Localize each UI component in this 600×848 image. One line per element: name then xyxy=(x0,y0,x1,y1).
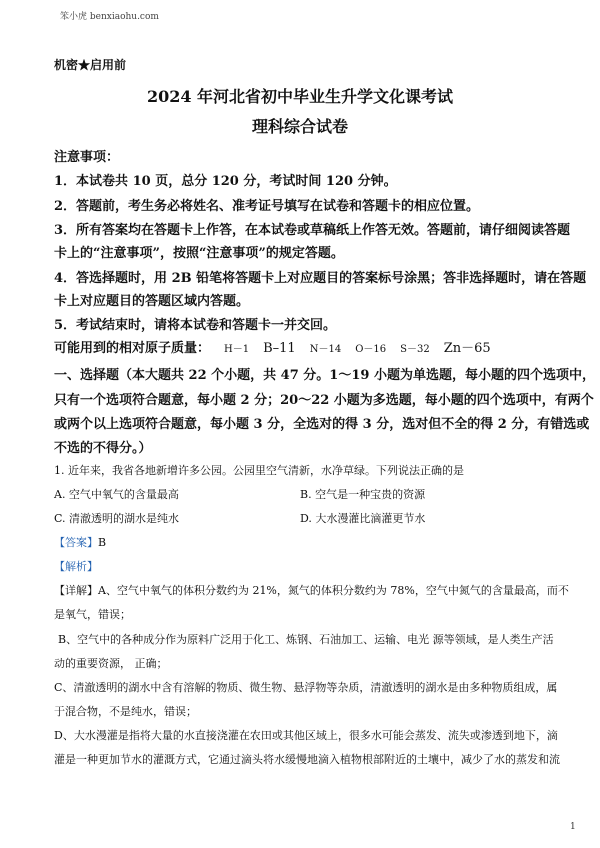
detail-line: 是氧气，错误； xyxy=(54,608,131,621)
answer-line xyxy=(54,534,106,550)
option-d: D. 大水漫灌比滴灌更节水 xyxy=(300,512,426,525)
detail-line: D、大水漫灌是指将大量的水直接浇灌在农田或其他区域上，很多水可能会蒸发、流失或渗透到地下，滴 xyxy=(54,729,558,742)
detail-line: B、空气中的各种成分作为原料广泛用于化工、炼钢、石油加工、运输、电光 源等领域，是人类生产活 xyxy=(58,633,554,646)
section-heading-line: 一、选择题（本大题共 22 个小题，共 47 分。1～19 小题为单选题，每小题的四个选项中， xyxy=(54,368,595,383)
watermark: 笨小虎 benxiaohu.com xyxy=(60,12,159,22)
detail-line: 【详解】A、空气中氧气的体积分数约为 21%，氮气的体积分数约为 78%，空气中氮气的含量最高，而不 xyxy=(54,584,569,597)
note-line: 3．所有答案均在答题卡上作答，在本试卷或草稿纸上作答无效。答题前，请仔细阅读答题 xyxy=(54,223,571,238)
section-heading-line: 不选的不得分。） xyxy=(54,441,152,456)
option-c: C. 清澈透明的湖水是纯水 xyxy=(54,512,180,525)
atomic-mass-item: N－14 xyxy=(309,344,342,355)
detail-line: C、清澈透明的湖水中含有溶解的物质、微生物、悬浮物等杂质，清澈透明的湖水是由多种物质组成，属 xyxy=(54,681,558,694)
option-b: B. 空气是一种宝贵的资源 xyxy=(300,488,426,501)
note-line: 1．本试卷共 10 页，总分 120 分，考试时间 120 分钟。 xyxy=(54,174,397,189)
notes-heading: 注意事项： xyxy=(54,150,120,165)
atomic-mass-item: S－32 xyxy=(400,344,430,355)
note-line: 卡上对应题目的答题区域内答题。 xyxy=(54,294,250,309)
atomic-masses-label: 可能用到的相对原子质量： xyxy=(54,341,211,356)
page-number: 1 xyxy=(570,822,576,832)
atomic-mass-item: O－16 xyxy=(355,344,387,355)
note-line: 5．考试结束时，请将本试卷和答题卡一并交回。 xyxy=(54,318,337,333)
note-line: 卡上的“注意事项”，按照“注意事项”的规定答题。 xyxy=(54,246,344,261)
detail-line: 动的重要资源， 正确； xyxy=(54,657,168,670)
analysis-tag: 【解析】 xyxy=(54,560,98,573)
atomic-mass-item: Zn－65 xyxy=(443,341,491,356)
option-a: A. 空气中氧气的含量最高 xyxy=(54,488,179,501)
atomic-mass-item: B–11 xyxy=(263,341,296,356)
note-line: 2．答题前，考生务必将姓名、准考证号填写在试卷和答题卡的相应位置。 xyxy=(54,199,480,214)
section-heading-line: 或两个以上选项符合题意，每小题 3 分，全选对的得 3 分，选对但不全的得 2 分，有错选或 xyxy=(54,417,590,432)
atomic-masses xyxy=(54,337,491,356)
confidential-label: 机密★启用前 xyxy=(54,58,127,72)
atomic-mass-item: H－1 xyxy=(224,344,250,355)
exam-subtitle: 理科综合试卷 xyxy=(251,117,348,136)
note-line: 4．答选择题时，用 2B 铅笔将答题卡上对应题目的答案标号涂黑；答非选择题时，请在答题 xyxy=(54,271,587,286)
detail-line: 于混合物，不是纯水，错误； xyxy=(54,705,197,718)
exam-title: 2024 年河北省初中毕业生升学文化课考试 xyxy=(146,87,454,106)
question-stem: 1. 近年来，我省各地新增许多公园。公园里空气清新，水净草绿。下列说法正确的是 xyxy=(54,464,464,477)
answer-value: B xyxy=(98,536,107,549)
detail-line: 灌是一种更加节水的灌溉方式，它通过滴头将水缓慢地滴入植物根部附近的土壤中，减少了水的蒸发和流 xyxy=(54,753,560,766)
answer-tag: 【答案】 xyxy=(54,536,98,549)
analysis-line xyxy=(54,558,98,574)
section-heading-line: 只有一个选项符合题意，每小题 2 分；20～22 小题为多选题，每小题的四个选项中，有两个 xyxy=(54,393,594,408)
